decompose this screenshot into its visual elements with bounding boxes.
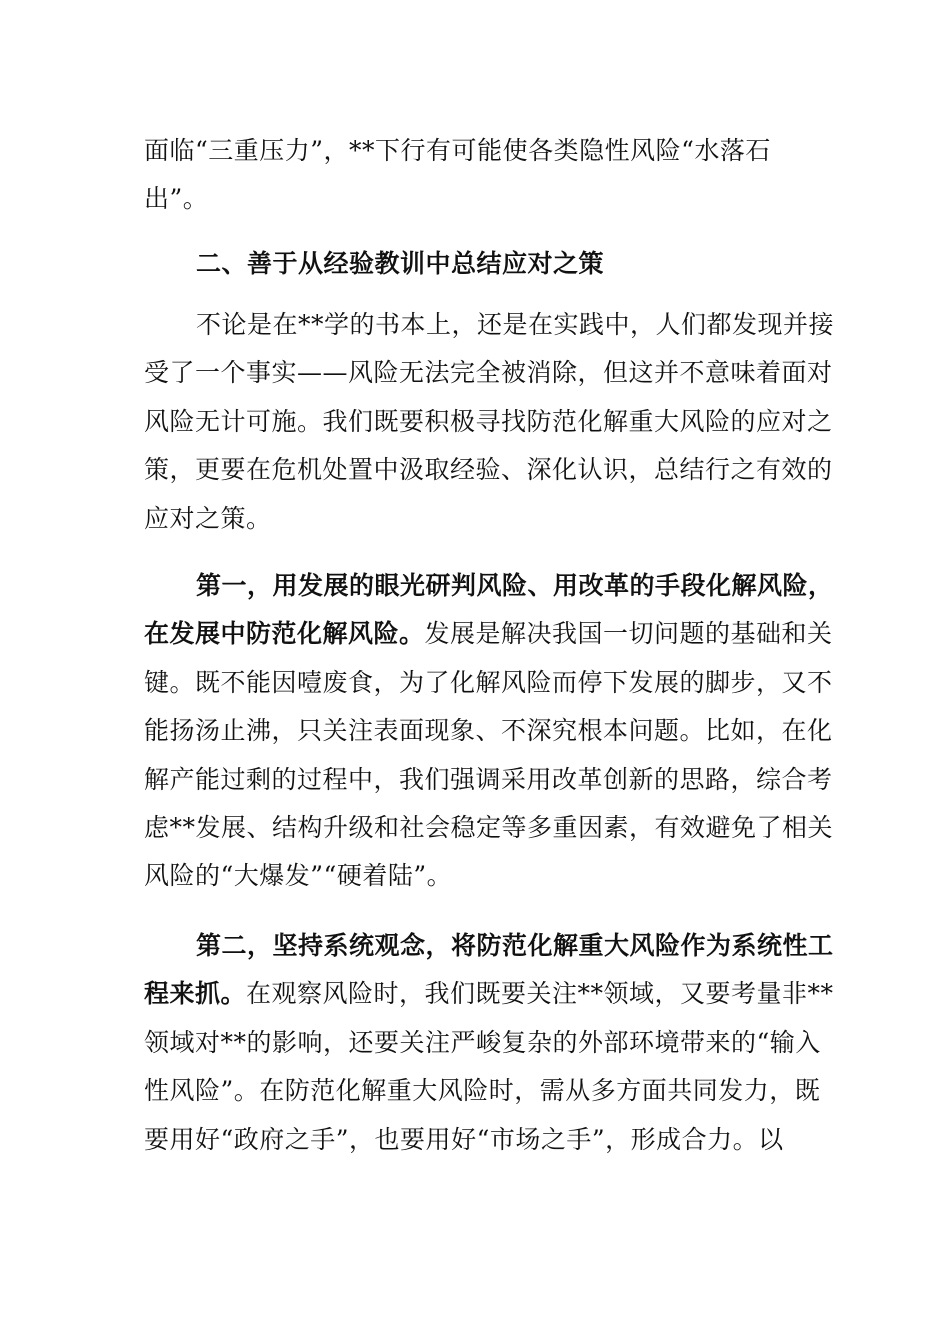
text-line: 键。既不能因噎废食，为了化解风险而停下发展的脚步，又不 bbox=[144, 667, 833, 697]
text-line: 解产能过剩的过程中，我们强调采用改革创新的思路，综合考 bbox=[144, 764, 833, 794]
intro-paragraph bbox=[144, 127, 804, 224]
bold-lead-line: 第一，用发展的眼光研判风险、用改革的手段化解风险， bbox=[196, 571, 834, 600]
text-line: 性风险”。在防范化解重大风险时，需从多方面共同发力，既 bbox=[144, 1076, 821, 1106]
bold-lead-text: 程来抓。 bbox=[144, 979, 247, 1009]
text-line: 风险的“大爆发”“硬着陆”。 bbox=[144, 861, 453, 891]
text-line: 领域对**的影响，还要关注严峻复杂的外部环境带来的“输入 bbox=[144, 1027, 821, 1057]
text-line: 面临“三重压力”，**下行有可能使各类隐性风险“水落石 bbox=[144, 136, 771, 165]
paragraph-two bbox=[144, 562, 834, 901]
section-heading: 二、善于从经验教训中总结应对之策 bbox=[196, 249, 605, 278]
text-line bbox=[144, 970, 834, 1018]
text-line: 风险无计可施。我们既要积极寻找防范化解重大风险的应对之 bbox=[144, 406, 833, 436]
text-line: 要用好“政府之手”，也要用好“市场之手”，形成合力。以 bbox=[144, 1124, 784, 1154]
paragraph-one bbox=[144, 301, 835, 543]
body-text: 在观察风险时，我们既要关注**领域，又要考量非** bbox=[246, 979, 834, 1009]
text-line: 能扬汤止沸，只关注表面现象、不深究根本问题。比如，在化 bbox=[144, 716, 833, 746]
text-line: 受了一个事实——风险无法完全被消除，但这并不意味着面对 bbox=[144, 358, 833, 388]
text-line: 出”。 bbox=[144, 184, 209, 214]
text-line: 应对之策。 bbox=[144, 503, 272, 533]
paragraph-three bbox=[144, 922, 834, 1164]
bold-lead-line: 第二，坚持系统观念，将防范化解重大风险作为系统性工 bbox=[196, 931, 834, 960]
text-line bbox=[144, 610, 833, 658]
text-line: 虑**发展、结构升级和社会稳定等多重因素，有效避免了相关 bbox=[144, 812, 834, 842]
bold-lead-text: 在发展中防范化解风险。 bbox=[144, 619, 425, 649]
body-text: 发展是解决我国一切问题的基础和关 bbox=[424, 619, 833, 649]
text-line: 策，更要在危机处置中汲取经验、深化认识，总结行之有效的 bbox=[144, 455, 833, 485]
text-line: 不论是在**学的书本上，还是在实践中，人们都发现并接 bbox=[196, 310, 835, 339]
